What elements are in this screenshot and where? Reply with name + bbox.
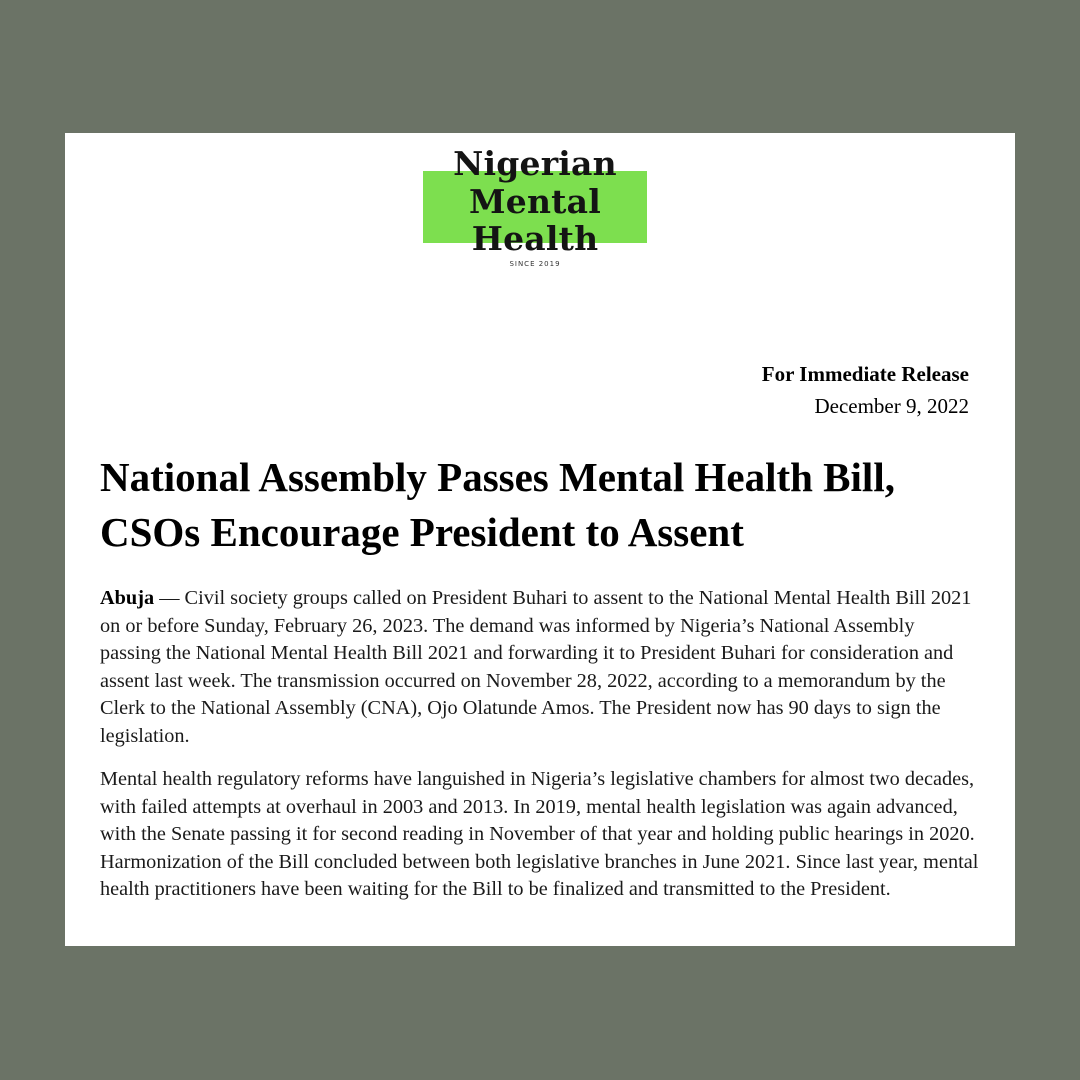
body-paragraph-1 [100, 585, 980, 750]
headline-line-1: National Assembly Passes Mental Health Bill, [100, 454, 895, 500]
release-info [762, 358, 969, 422]
logo-line-nigerian: Nigerian [453, 144, 617, 183]
logo-since-text: SINCE 2019 [509, 260, 561, 268]
logo-line-mental: Mental [469, 182, 601, 221]
logo-line-health: Health [471, 219, 599, 258]
release-label: For Immediate Release [761, 362, 969, 386]
paragraph-1-text: — Civil society groups called on President Buhari to assent to the National Mental Health Bill 2021 on or before Sunday, February 26, 2023. The demand was informed by Nigeria’s National Assembly passing the National Mental Health Bill 2021 and forwarding it to President Buhari for consideration and assent last week. The transmission occurred on November 28, 2022, according to a memorandum by the Clerk to the National Assembly (CNA), Ojo Olatunde Amos. The President now has 90 days to sign the legislation. [100, 587, 972, 747]
headline-line-2: CSOs Encourage President to Assent [100, 509, 744, 555]
headline [100, 450, 990, 560]
press-release-document [65, 133, 1015, 946]
body-paragraph-2: Mental health regulatory reforms have languished in Nigeria’s legislative chambers for almost two decades, with failed attempts at overhaul in 2003 and 2013. In 2019, mental health legislation was again advanced, with the Senate passing it for second reading in November of that year and holding public hearings in 2020. Harmonization of the Bill concluded between both legislative branches in June 2021. Since last year, mental health practitioners have been waiting for the Bill to be finalized and transmitted to the President. [100, 768, 979, 900]
release-date: December 9, 2022 [814, 394, 969, 418]
organization-logo [423, 144, 647, 269]
dateline: Abuja [100, 587, 155, 609]
